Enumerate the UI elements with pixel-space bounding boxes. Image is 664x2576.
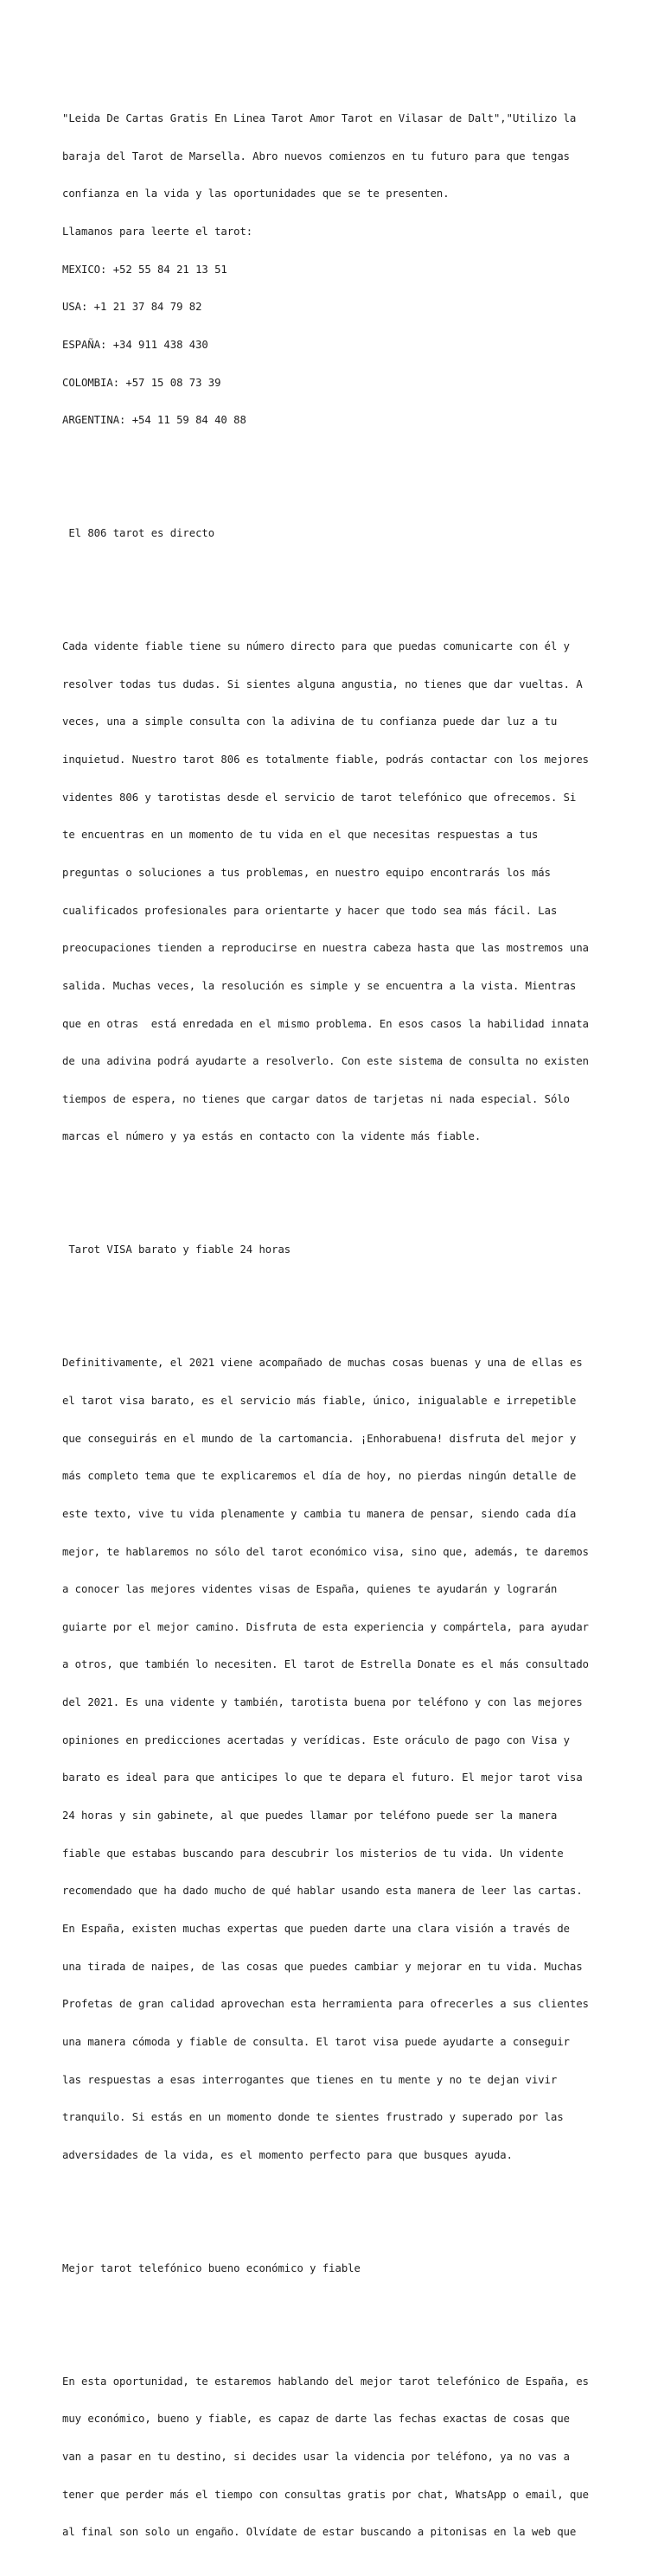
paragraph-line: te encuentras en un momento de tu vida en el que necesitas respuestas a tus bbox=[62, 829, 539, 842]
paragraph-line: una tirada de naipes, de las cosas que puedes cambiar y mejorar en tu vida. Muchas bbox=[62, 1960, 583, 1973]
spacer bbox=[62, 490, 616, 503]
paragraph-line: las respuestas a esas interrogantes que tienes en tu mente y no te dejan vivir bbox=[62, 2073, 558, 2086]
paragraph-line: resolver todas tus dudas. Si sientes alguna angustia, no tienes que dar vueltas. A bbox=[62, 677, 583, 690]
phone-spain: ESPAÑA: +34 911 438 430 bbox=[62, 339, 208, 352]
intro-line: "Leida De Cartas Gratis En Linea Tarot Amor Tarot en Vilasar de Dalt","Utilizo la bbox=[62, 112, 577, 125]
paragraph-line: veces, una a simple consulta con la adivina de tu confianza puede dar luz a tu bbox=[62, 716, 558, 728]
paragraph-line: preocupaciones tienden a reproducirse en nuestra cabeza hasta que las mostremos una bbox=[62, 942, 590, 955]
paragraph-line: marcas el número y ya estás en contacto con la vidente más fiable. bbox=[62, 1130, 482, 1143]
paragraph-line: En España, existen muchas expertas que pueden darte una clara visión a través de bbox=[62, 1922, 570, 1935]
paragraph-line: mejor, te hablaremos no sólo del tarot económico visa, sino que, además, te daremos bbox=[62, 1545, 590, 1558]
call-us-line: Llamanos para leerte el tarot: bbox=[62, 226, 253, 239]
section-heading: Tarot VISA barato y fiable 24 horas bbox=[62, 1243, 291, 1256]
paragraph-line: más completo tema que te explicaremos el día de hoy, no pierdas ningún detalle de bbox=[62, 1470, 577, 1483]
document-page bbox=[62, 62, 616, 2576]
section-heading: Mejor tarot telefónico bueno económico y fiable bbox=[62, 2261, 361, 2274]
paragraph-line: a otros, que también lo necesiten. El tarot de Estrella Donate es el más consultado bbox=[62, 1658, 590, 1671]
section-heading: El 806 tarot es directo bbox=[62, 527, 215, 540]
paragraph-line: salida. Muchas veces, la resolución es simple y se encuentra a la vista. Mientras bbox=[62, 979, 577, 992]
paragraph-line: barato es ideal para que anticipes lo que te depara el futuro. El mejor tarot visa bbox=[62, 1771, 583, 1784]
spacer bbox=[62, 1282, 616, 1294]
paragraph-line: que en otras está enredada en el mismo problema. En esos casos la habilidad innata bbox=[62, 1017, 590, 1030]
spacer bbox=[62, 1206, 616, 1219]
paragraph-line: tranquilo. Si estás en un momento donde te sientes frustrado y superado por las bbox=[62, 2111, 564, 2124]
paragraph-line: al final son solo un engaño. Olvídate de estar buscando a pitonisas en la web que bbox=[62, 2526, 577, 2539]
paragraph-line: recomendado que ha dado mucho de qué hablar usando esta manera de leer las cartas. bbox=[62, 1885, 583, 1898]
phone-argentina: ARGENTINA: +54 11 59 84 40 88 bbox=[62, 414, 246, 427]
spacer bbox=[62, 2224, 616, 2237]
paragraph-line: de una adivina podrá ayudarte a resolverlo. Con este sistema de consulta no existen bbox=[62, 1055, 590, 1068]
paragraph-line: el tarot visa barato, es el servicio más fiable, único, inigualable e irrepetible bbox=[62, 1394, 577, 1407]
spacer bbox=[62, 2299, 616, 2312]
section-806-paragraph bbox=[62, 615, 616, 1168]
spacer bbox=[62, 565, 616, 578]
paragraph-line: del 2021. Es una vidente y también, tarotista buena por teléfono y con las mejores bbox=[62, 1696, 583, 1709]
paragraph-line: preguntas o soluciones a tus problemas, en nuestro equipo encontrarás los más bbox=[62, 867, 551, 879]
paragraph-line: que conseguirás en el mundo de la cartomancia. ¡Enhorabuena! disfruta del mejor y bbox=[62, 1432, 577, 1445]
paragraph-line: videntes 806 y tarotistas desde el servicio de tarot telefónico que ofrecemos. Si bbox=[62, 791, 577, 804]
paragraph-line: En esta oportunidad, te estaremos hablando del mejor tarot telefónico de España, es bbox=[62, 2375, 590, 2388]
paragraph-line: opiniones en predicciones acertadas y verídicas. Este oráculo de pago con Visa y bbox=[62, 1733, 570, 1746]
paragraph-line: una manera cómoda y fiable de consulta. El tarot visa puede ayudarte a conseguir bbox=[62, 2035, 570, 2048]
paragraph-line: tener que perder más el tiempo con consultas gratis por chat, WhatsApp o email, que bbox=[62, 2488, 590, 2501]
section-visa-paragraph bbox=[62, 1332, 616, 2186]
paragraph-line: 24 horas y sin gabinete, al que puedes llamar por teléfono puede ser la manera bbox=[62, 1810, 558, 1822]
paragraph-line: muy económico, bueno y fiable, es capaz de darte las fechas exactas de cosas que bbox=[62, 2413, 570, 2426]
paragraph-line: tiempos de espera, no tienes que cargar datos de tarjetas ni nada especial. Sólo bbox=[62, 1092, 570, 1105]
phone-mexico: MEXICO: +52 55 84 21 13 51 bbox=[62, 263, 227, 276]
intro-line: baraja del Tarot de Marsella. Abro nuevos comienzos en tu futuro para que tengas bbox=[62, 149, 570, 162]
intro-block bbox=[62, 87, 616, 452]
section-telephone-paragraph bbox=[62, 2350, 616, 2564]
paragraph-line: fiable que estabas buscando para descubrir los misterios de tu vida. Un vidente bbox=[62, 1847, 564, 1860]
paragraph-line: adversidades de la vida, es el momento perfecto para que busques ayuda. bbox=[62, 2148, 513, 2161]
paragraph-line: van a pasar en tu destino, si decides usar la videncia por teléfono, ya no vas a bbox=[62, 2450, 570, 2463]
paragraph-line: inquietud. Nuestro tarot 806 es totalmente fiable, podrás contactar con los mejores bbox=[62, 754, 590, 766]
intro-line: confianza en la vida y las oportunidades que se te presenten. bbox=[62, 188, 450, 200]
paragraph-line: Definitivamente, el 2021 viene acompañado de muchas cosas buenas y una de ellas es bbox=[62, 1357, 583, 1370]
paragraph-line: Cada vidente fiable tiene su número directo para que puedas comunicarte con él y bbox=[62, 640, 570, 653]
phone-colombia: COLOMBIA: +57 15 08 73 39 bbox=[62, 376, 221, 389]
paragraph-line: este texto, vive tu vida plenamente y cambia tu manera de pensar, siendo cada día bbox=[62, 1507, 577, 1520]
paragraph-line: cualificados profesionales para orientarte y hacer que todo sea más fácil. Las bbox=[62, 904, 558, 917]
paragraph-line: Profetas de gran calidad aprovechan esta herramienta para ofrecerles a sus clientes bbox=[62, 1998, 590, 2011]
paragraph-line: guiarte por el mejor camino. Disfruta de esta experiencia y compártela, para ayudar bbox=[62, 1620, 590, 1633]
phone-usa: USA: +1 21 37 84 79 82 bbox=[62, 301, 202, 314]
paragraph-line: a conocer las mejores videntes visas de España, quienes te ayudarán y lograrán bbox=[62, 1583, 558, 1596]
